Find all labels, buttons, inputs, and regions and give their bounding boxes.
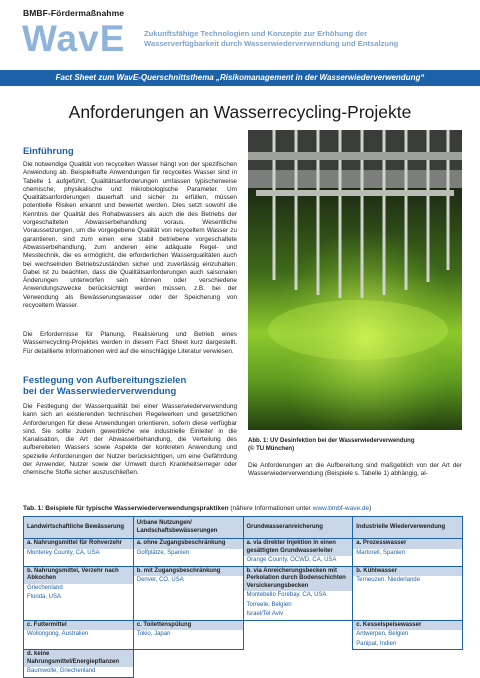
program-label: BMBF-Fördermaßnahme <box>23 8 125 18</box>
table-cell <box>243 620 353 650</box>
practice-label: a. Prozesswasser <box>353 539 462 549</box>
practice-example: Antwerpen, Belgien <box>356 631 409 637</box>
practice-example: Baumwolle, Griechenland <box>27 668 96 674</box>
table-cell <box>353 566 463 620</box>
wave-website-link[interactable]: www.bmbf-wave.de <box>312 505 370 512</box>
practice-label: c. Toilettenspülung <box>134 621 243 631</box>
practice-example: Montebello Forebay, CA, USA <box>246 592 327 598</box>
table-row <box>24 539 463 567</box>
column-header: Industrielle Wiederverwendung <box>353 517 463 539</box>
practice-label: a. via direkter Injektion in einen gesättigten Grundwasserleiter <box>244 539 353 556</box>
table-cell <box>24 620 134 650</box>
practice-example: Martorell, Spanien <box>356 549 405 556</box>
wave-logo: WavE <box>22 18 126 59</box>
column-header: Landwirtschaftliche Bewässerung <box>24 517 134 539</box>
practice-example: Orange County, OCWD, CA, USA <box>246 557 337 563</box>
table-row <box>24 650 463 678</box>
practice-label: a. ohne Zugangsbeschränkung <box>134 539 243 549</box>
table-body <box>24 539 463 678</box>
page-title: Anforderungen an Wasserrecycling-Projekte <box>68 102 412 122</box>
practice-example: Terneuzen, Niederlande <box>356 577 420 583</box>
uv-disinfection-photo <box>248 130 462 430</box>
table-cell <box>353 539 463 567</box>
figure-caption: Abb. 1: UV Desinfektion bei der Wasserwiederverwendung (© TU München) <box>248 438 415 452</box>
practices-table <box>23 516 463 678</box>
intro-paragraph-2: Die Erfordernisse für Planung, Realisierung und Betrieb eines Wasserrecycling-Projektes werden in diesem Fact Sheet kurz dargestellt. Für detaillierte Informationen wird auf die einschlägige Literatur verwiesen. <box>23 331 237 355</box>
practice-label: b. Kühlwasser <box>353 567 462 577</box>
intro-paragraph-1: Die notwendige Qualität von recycelten Wasser hängt von der spezifischen Anwendung ab. Beispielhafte Anwendungen für recyceltes Wasser sind in Tabelle 1 aufgeführt. Qualitätsanforderungen umfassen typischerweise chemische, physikalische und mikrobiologische Parameter. Um Qualitätsanforderungen dauerhaft und sicher zu erfüllen, müssen potentielle Risiken erkannt und bewertet werden. Dies setzt sowohl die Kenntnis der Qualität des Rohabwassers als auch die des Betriebs der vorgeschalteten Abwasserbehandlung voraus. Wesentliche Voraussetzungen, um die vorgegebene Qualität von recyceltem Wasser zu garantieren, sind zum einen eine stabil betriebene vorgeschaltete Abwasserbehandlung, zum anderen eine adäquate Regel- und Messtechnik, die es ermöglicht, die erforderlichen Wasserqualitäten auch bei wechselnden Betriebszuständen sicher und zuverlässig einzuhalten. Dabei ist zu beachten, dass die Qualitätsanforderungen auch saisonalen Änderungen unterworfen sein können oder verschiedene Anwendungszwecke berücksichtigt werden müssen, z.B. bei der Verwendung als Bewässerungswasser oder der Speicherung von recyceltem Wasser. <box>23 161 237 310</box>
right-column-text: Die Anforderungen an die Aufbereitung sind maßgeblich von der Art der Wasserwiederverwendung (Beispiele s. Tabelle 1) abhängig, al- <box>248 462 462 478</box>
practice-label: c. Futtermittel <box>24 621 133 631</box>
intro-heading: Einführung <box>23 146 74 157</box>
tagline: Zukunftsfähige Technologien und Konzepte zur Erhöhung der Wasserverfügbarkeit durch Wasserwiederverwendung und Entsalzung <box>144 29 399 48</box>
practice-example: Israel/Tel Aviv <box>246 611 284 617</box>
practice-example: Panipat, Indien <box>356 640 397 647</box>
practice-label: d. keine Nahrungsmittel/Energiepflanzen <box>24 650 133 667</box>
table-cell <box>133 650 243 678</box>
practice-example: Torreele, Belgien <box>246 601 292 608</box>
practice-example: Wollongong, Australien <box>27 631 89 637</box>
fact-sheet-band: Fact Sheet zum WavE-Querschnittsthema „Risikomanagement in der Wasserwiederverwendung“ <box>0 70 480 86</box>
practice-example: Tokio, Japan <box>136 631 171 637</box>
practice-label: b. mit Zugangsbeschränkung <box>134 567 243 577</box>
practice-label: b. Nahrungsmittel, Verzehr nach Abkochen <box>24 567 133 584</box>
practice-example: Monterey County, CA, USA <box>27 549 100 556</box>
practice-example: Griechenland <box>27 584 63 591</box>
practice-label: c. Kesselspeisewasser <box>353 621 462 631</box>
practice-label: a. Nahrungsmittel für Rohverzehr <box>24 539 133 549</box>
table-cell <box>133 620 243 650</box>
table-cell <box>243 650 353 678</box>
table-cell <box>133 566 243 620</box>
practice-example: Florida, USA <box>27 594 62 600</box>
practice-example: Denver, CO, USA <box>136 577 184 583</box>
header <box>0 0 480 70</box>
table-cell <box>133 539 243 567</box>
table-cell <box>24 539 134 567</box>
table-cell <box>243 566 353 620</box>
practice-label: b. via Anreicherungsbecken mit Perkolation durch Bodenschichten Versickerungsbecken <box>244 567 353 592</box>
section-paragraph: Die Festlegung der Wasserqualität bei einer Wasserwiederverwendung kann sich an existierenden technischen Regelwerken und gesetzlichen Anforderungen für diese Anwendungen orientieren, sofern diese verfügbar sind. Sie sollte zudem gewerbliche wie industrielle Einleiter in die Kanalisation, die Art der Abwasserbehandlung, die Verteilung des aufbereiteten Wassers sowie Aspekte der konkreten Anwendung und spezielle Anforderungen der Nutzer berücksichtigen, um eine Gefährdung der Anwender, Nutzer sowie der Umwelt durch Krankheitserreger oder chemische Stoffe sicher auszuschließen. <box>23 403 237 477</box>
practice-example: Golfplätze, Spanien <box>136 549 190 556</box>
column-header: Urbane Nutzungen/ Landschaftsbewässerungen <box>133 517 243 539</box>
table-cell <box>243 539 353 567</box>
section-heading: Festlegung von Aufbereitungszielen bei der Wasserwiederverwendung <box>23 375 187 397</box>
table-cell <box>353 620 463 650</box>
column-header: Grundwasseranreicherung <box>243 517 353 539</box>
table-title: Tab. 1: Beispiele für typische Wasserwiederverwendungspraktiken (nähere Informationen unter www.bmbf-wave.de) <box>23 505 372 512</box>
table-cell <box>24 650 134 678</box>
table-cell <box>24 566 134 620</box>
table-row <box>24 620 463 650</box>
table-row <box>24 566 463 620</box>
table-cell <box>353 650 463 678</box>
